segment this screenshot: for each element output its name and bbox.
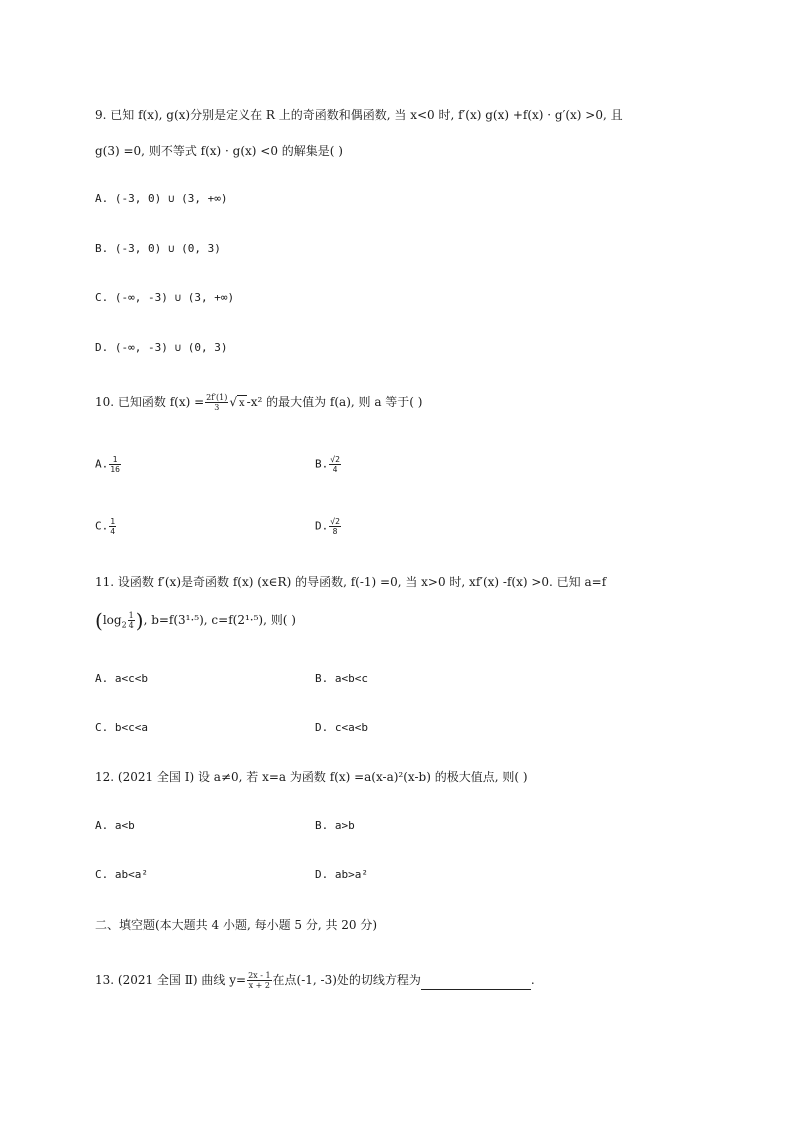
q11-log-den: 4	[128, 621, 134, 630]
q13-frac-num: 2x - 1	[248, 971, 271, 980]
q11-stem-line2	[95, 608, 296, 633]
q10-option-a	[95, 455, 340, 474]
q10-option-b	[315, 455, 342, 474]
q10-option-d-label: D.	[315, 519, 329, 533]
q13-frac-den: x + 2	[248, 981, 270, 990]
q11-option-d: D. c<a<b	[315, 721, 368, 734]
q11-log-text: log	[102, 613, 122, 627]
q11-options-row2	[95, 720, 368, 736]
q11-log-fraction	[128, 611, 135, 630]
q12-option-a: A. a<b	[95, 819, 135, 832]
q10-prefix: 10. 已知函数 f(x) =	[95, 395, 205, 409]
q11-option-c: C. b<c<a	[95, 721, 148, 734]
q10-option-d	[315, 517, 342, 536]
q10-option-b-label: B.	[315, 457, 329, 471]
q13-stem	[95, 971, 535, 990]
q10-option-a-num: 1	[109, 455, 121, 465]
sqrt-icon: √	[229, 395, 238, 409]
q11-option-b: B. a<b<c	[315, 672, 368, 685]
q10-coef-fraction	[205, 393, 228, 412]
q12-stem: 12. (2021 全国 Ⅰ) 设 a≠0, 若 x=a 为函数 f(x) =a(x-a)²(x-b) 的极大值点, 则( )	[95, 770, 528, 784]
q9-option-d: D. (-∞, -3) ∪ (0, 3)	[95, 341, 228, 354]
q11-log-num: 1	[128, 611, 134, 620]
q10-option-c-label: C.	[95, 519, 109, 533]
q9-option-b: B. (-3, 0) ∪ (0, 3)	[95, 242, 221, 255]
q13-prefix: 13. (2021 全国 Ⅱ) 曲线 y=	[95, 973, 247, 987]
q10-option-a-den: 16	[110, 465, 120, 474]
right-paren-icon: )	[135, 608, 144, 633]
q13-suffix: 在点(-1, -3)处的切线方程为	[272, 973, 421, 987]
q10-option-b-den: 4	[332, 465, 338, 474]
q11-line2-rest: , b=f(3¹·⁵), c=f(2¹·⁵), 则( )	[143, 613, 296, 627]
q11-option-a: A. a<c<b	[95, 672, 148, 685]
q11-stem-line1: 11. 设函数 f′(x)是奇函数 f(x) (x∈R) 的导函数, f(-1) =0, 当 x>0 时, xf′(x) -f(x) >0. 已知 a=f	[95, 575, 607, 589]
q10-option-a-fraction	[109, 455, 121, 474]
q10-option-c	[95, 517, 340, 536]
q10-coef-num: 2f′(1)	[206, 393, 228, 402]
section-title-fill-in: 二、填空题(本大题共 4 小题, 每小题 5 分, 共 20 分)	[95, 918, 378, 932]
q12-option-d: D. ab>a²	[315, 868, 368, 881]
q13-end: .	[530, 973, 535, 987]
q11-options-row1	[95, 671, 368, 687]
q10-suffix: -x² 的最大值为 f(a), 则 a 等于( )	[246, 395, 423, 409]
q10-option-c-fraction	[109, 517, 116, 536]
q9-option-c: C. (-∞, -3) ∪ (3, +∞)	[95, 291, 235, 304]
q12-options-row2	[95, 867, 368, 883]
q10-option-d-num: √2	[330, 517, 340, 526]
q9-option-a: A. (-3, 0) ∪ (3, +∞)	[95, 192, 228, 205]
q12-option-b: B. a>b	[315, 819, 355, 832]
left-paren-icon: (	[95, 608, 103, 633]
q12-option-c: C. ab<a²	[95, 868, 148, 881]
q10-coef-den: 3	[214, 403, 220, 412]
q10-option-b-num: √2	[330, 455, 340, 464]
q10-option-c-num: 1	[110, 517, 116, 526]
q12-options-row1	[95, 818, 355, 834]
q10-sqrt-body: x	[237, 395, 247, 412]
q10-stem	[95, 393, 422, 412]
q11-log-base: 2	[121, 620, 127, 630]
q10-option-d-fraction	[329, 517, 341, 536]
q10-option-b-fraction	[329, 455, 341, 474]
q10-option-d-den: 8	[332, 527, 338, 536]
q9-stem-line1: 9. 已知 f(x), g(x)分别是定义在 R 上的奇函数和偶函数, 当 x<0 时, f′(x) g(x) +f(x) · g′(x) >0, 且	[95, 108, 623, 122]
q13-fraction	[247, 971, 271, 990]
q10-option-c-den: 4	[110, 527, 116, 536]
q9-stem-line2: g(3) =0, 则不等式 f(x) · g(x) <0 的解集是( )	[95, 144, 343, 158]
q10-option-a-label: A.	[95, 457, 109, 471]
answer-blank[interactable]	[421, 976, 531, 990]
